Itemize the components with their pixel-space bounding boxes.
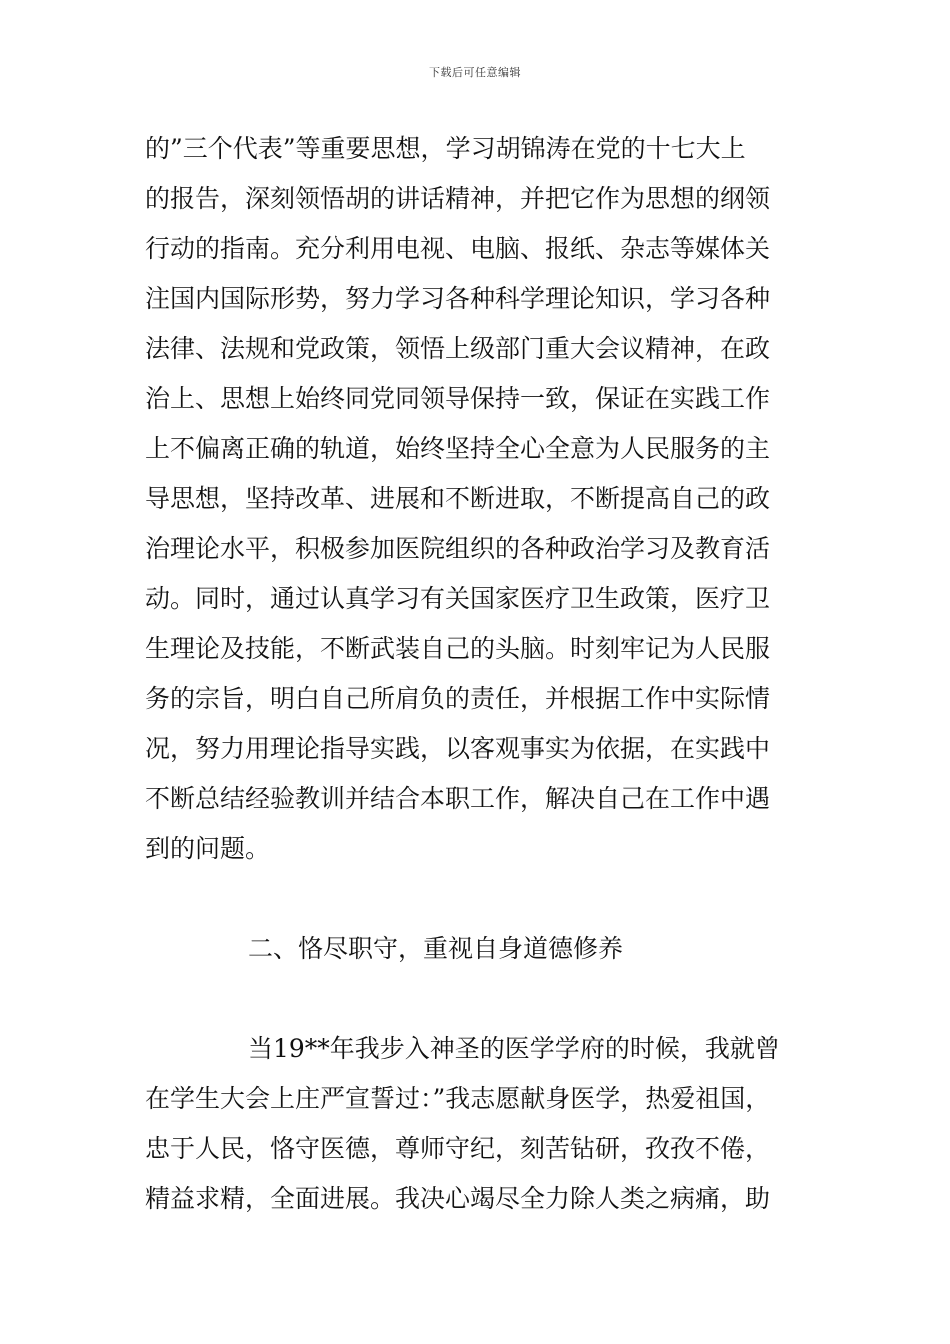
paragraph-line: 生理论及技能，不断武装自己的头脑。时刻牢记为人民服 [145,634,771,663]
paragraph-line: 上不偏离正确的轨道，始终坚持全心全意为人民服务的主 [145,434,771,463]
page-header-note: 下载后可任意编辑 [429,66,521,79]
paragraph-line: 况，努力用理论指导实践，以客观事实为依据，在实践中 [145,734,771,763]
paragraph-line: 的”三个代表”等重要思想，学习胡锦涛在党的十七大上 [145,134,746,163]
paragraph-line: 当19**年我步入神圣的医学学府的时候，我就曾 [248,1034,780,1063]
paragraph-line: 务的宗旨，明白自己所肩负的责任，并根据工作中实际情 [145,684,771,713]
paragraph-line: 法律、法规和党政策，领悟上级部门重大会议精神，在政 [145,334,771,363]
paragraph-line: 在学生大会上庄严宣誓过：”我志愿献身医学，热爱祖国， [145,1084,771,1113]
document-body [145,124,810,1224]
paragraph-1 [145,124,810,874]
paragraph-line: 精益求精，全面进展。我决心竭尽全力除人类之病痛，助 [145,1184,771,1213]
paragraph-line: 到的问题。 [145,834,271,863]
paragraph-line: 的报告，深刻领悟胡的讲话精神，并把它作为思想的纲领 [145,184,771,213]
paragraph-line: 行动的指南。充分利用电视、电脑、报纸、杂志等媒体关 [145,234,771,263]
paragraph-line: 忠于人民，恪守医德，尊师守纪，刻苦钻研，孜孜不倦， [145,1134,771,1163]
paragraph-line: 导思想，坚持改革、进展和不断进取，不断提高自己的政 [145,484,771,513]
paragraph-spacer [145,974,810,1024]
paragraph-2 [145,1024,810,1224]
paragraph-line: 治上、思想上始终同党同领导保持一致，保证在实践工作 [145,384,771,413]
paragraph-line: 不断总结经验教训并结合本职工作，解决自己在工作中遇 [145,784,771,813]
paragraph-line: 动。同时，通过认真学习有关国家医疗卫生政策，医疗卫 [145,584,771,613]
paragraph-spacer [145,874,810,924]
paragraph-line: 治理论水平，积极参加医院组织的各种政治学习及教育活 [145,534,771,563]
section-heading: 二、恪尽职守，重视自身道德修养 [248,934,624,963]
paragraph-line: 注国内国际形势，努力学习各种科学理论知识，学习各种 [145,284,771,313]
